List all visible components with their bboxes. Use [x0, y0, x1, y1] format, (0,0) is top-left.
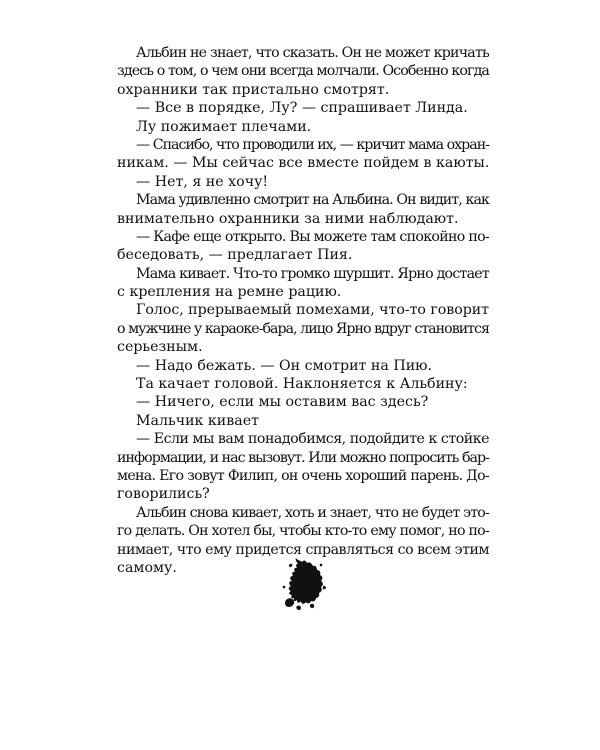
text-line: — Спасибо, что проводили их, — кричит мама охран- [136, 136, 489, 153]
text-line: мена. Его зовут Филип, он очень хороший парень. До- [117, 467, 489, 484]
text-line: Мама удивленно смотрит на Альбина. Он видит, как [136, 192, 489, 209]
text-line: Альбин не знает, что сказать. Он не может кричать [136, 45, 489, 61]
text-line: здесь о том, о чем они всегда молчали. Особенно когда [117, 63, 489, 80]
text-line: — Кафе еще открыто. Вы можете там спокойно по- [136, 228, 489, 245]
text-line: с крепления на ремне рацию. [117, 284, 342, 301]
text-line: Мама кивает. Что-то громко шуршит. Ярно достает [136, 265, 489, 282]
text-line: Альбин снова кивает, хоть и знает, что не будет это- [136, 504, 489, 521]
text-line: информации, и нас вызовут. Или можно попросить бар- [117, 449, 489, 466]
text-line: — Надо бежать. — Он смотрит на Пию. [136, 357, 433, 374]
text-line: Мальчик кивает [136, 412, 259, 429]
text-line: — Нет, я не хочу! [136, 173, 269, 190]
text-line: го делать. Он хотел бы, чтобы кто-то ему помог, но по- [117, 523, 489, 540]
text-line: Лу пожимает плечами. [136, 118, 312, 135]
text-line: Та качает головой. Наклоняется к Альбину: [136, 376, 468, 393]
ink-blot-icon [280, 556, 330, 612]
text-line: самому. [117, 559, 177, 576]
text-line: — Все в порядке, Лу? — спрашивает Линда. [136, 100, 468, 117]
text-line: охранники так пристально смотрят. [117, 81, 390, 98]
text-line: нимает, что ему придется справляться со всем этим [117, 541, 489, 558]
text-line: — Ничего, если мы оставим вас здесь? [136, 394, 429, 411]
text-line: Голос, прерываемый помехами, что-то говорит [136, 302, 489, 319]
text-line: о мужчине у караоке-бара, лицо Ярно вдруг становится [117, 320, 489, 337]
text-line: серьезным. [117, 339, 203, 356]
text-line: никам. — Мы сейчас все вместе пойдем в каюты. [117, 155, 490, 172]
text-line: — Если мы вам понадобимся, подойдите к стойке [136, 431, 489, 448]
text-line: беседовать, — предлагает Пия. [117, 247, 353, 264]
body-text [117, 44, 489, 577]
text-line: внимательно охранники за ними наблюдают. [117, 210, 459, 227]
text-line: говорились? [117, 486, 210, 503]
